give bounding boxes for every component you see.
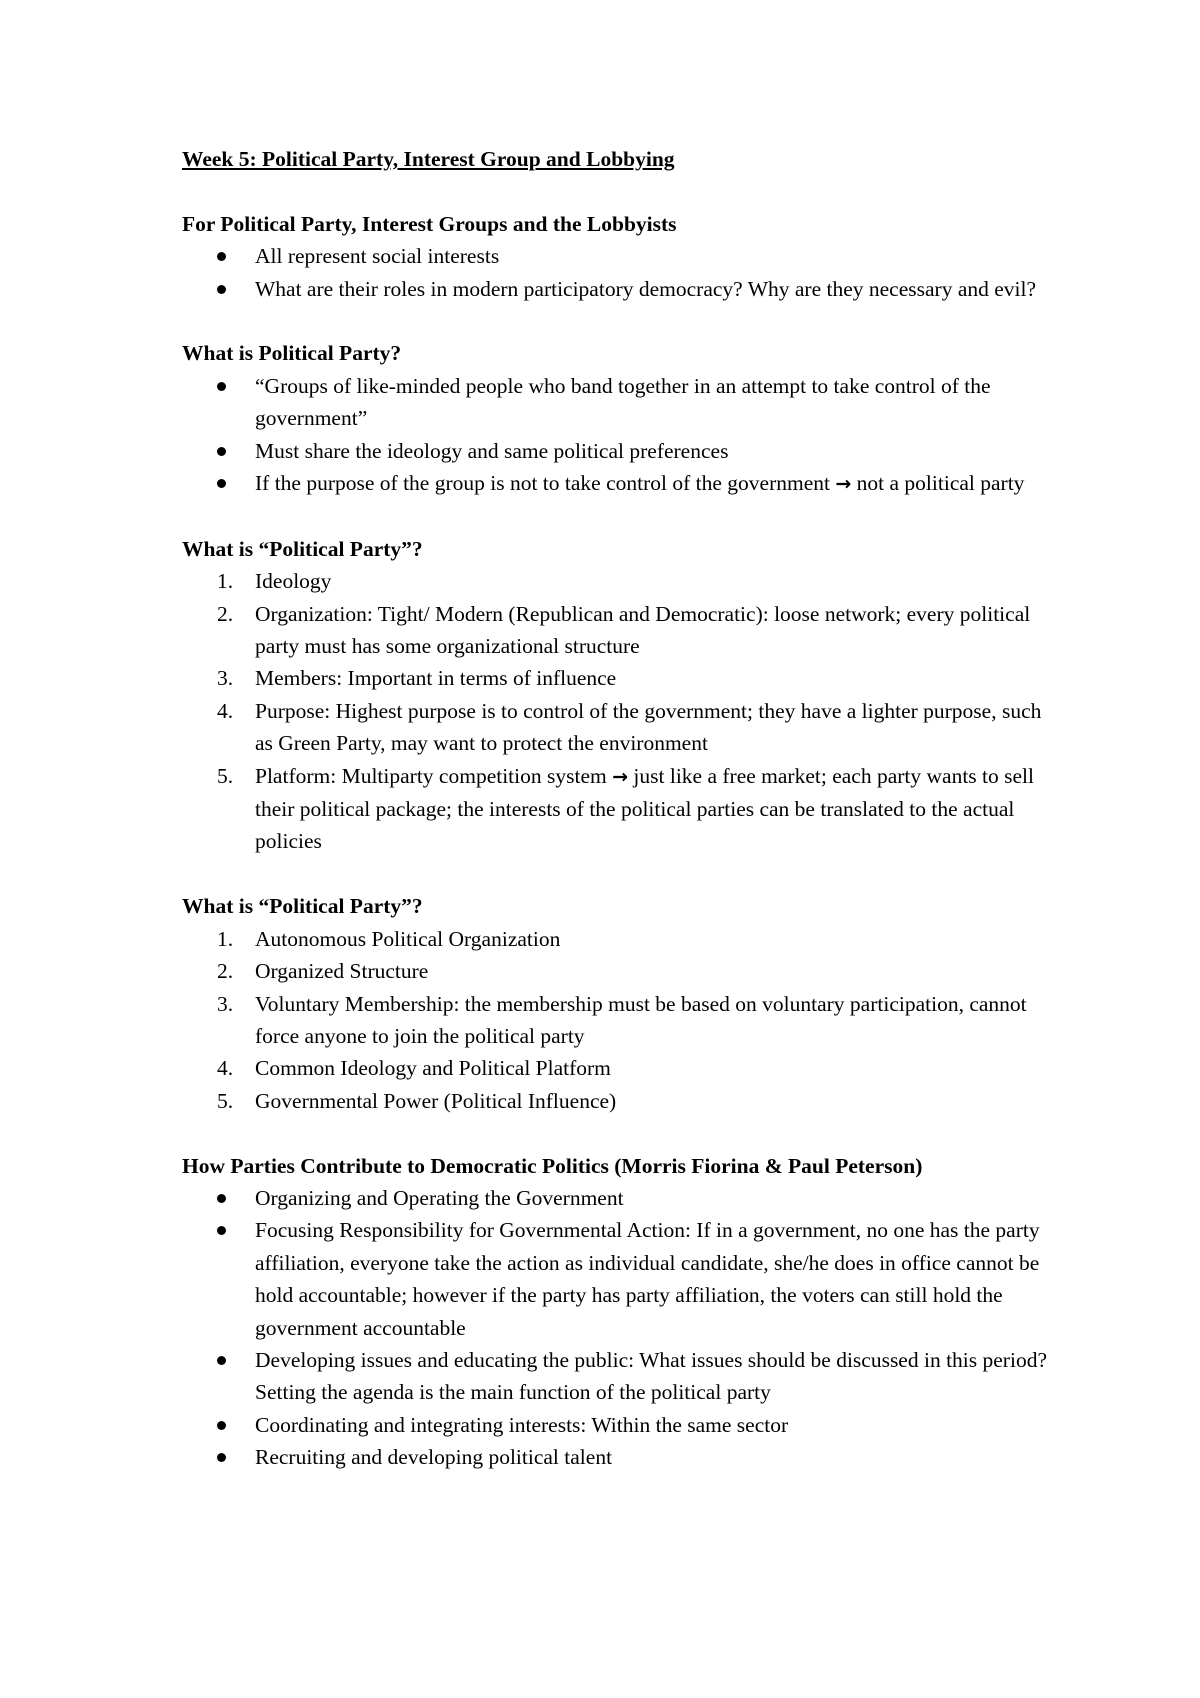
list-number: 1. bbox=[217, 926, 234, 951]
list-item-text: “Groups of like-minded people who band together in an attempt to take control of the government” bbox=[255, 373, 991, 431]
list-number: 1. bbox=[217, 569, 234, 594]
list-item-text: Autonomous Political Organization bbox=[255, 926, 561, 951]
list-item-text: Voluntary Membership: the membership must be based on voluntary participation, cannot force anyone to join the political party bbox=[255, 991, 1027, 1048]
bullet-icon bbox=[217, 382, 226, 391]
list-item bbox=[182, 988, 1050, 1053]
bullet-icon bbox=[217, 1194, 226, 1203]
list-item-text: Coordinating and integrating interests: Within the same sector bbox=[255, 1412, 789, 1437]
bullet-icon bbox=[217, 447, 226, 456]
list-item bbox=[182, 1052, 1050, 1084]
list-item bbox=[182, 1182, 1050, 1214]
list-number: 5. bbox=[217, 1088, 234, 1113]
list-item bbox=[182, 1214, 1050, 1344]
list-item bbox=[182, 662, 1050, 694]
list-item bbox=[182, 240, 1050, 272]
section-heading: How Parties Contribute to Democratic Politics (Morris Fiorina & Paul Peterson) bbox=[182, 1153, 923, 1178]
document-body bbox=[182, 208, 1050, 1474]
list-item bbox=[182, 565, 1050, 597]
bullet-icon bbox=[217, 1226, 226, 1235]
section-heading: What is Political Party? bbox=[182, 341, 402, 366]
list-item-text: Purpose: Highest purpose is to control of the government; they have a lighter purpose, such as Green Party, may want to protect the environment bbox=[255, 698, 1042, 756]
bullet-icon bbox=[217, 1421, 226, 1430]
numbered-list bbox=[182, 565, 1050, 858]
list-number: 2. bbox=[217, 959, 234, 984]
list-item bbox=[182, 695, 1050, 760]
numbered-list bbox=[182, 923, 1050, 1117]
list-item-text: Organizing and Operating the Government bbox=[255, 1185, 624, 1210]
list-item bbox=[182, 1441, 1050, 1473]
list-item bbox=[182, 598, 1050, 663]
list-item bbox=[182, 923, 1050, 955]
list-item bbox=[182, 760, 1050, 858]
list-item bbox=[182, 467, 1050, 500]
list-item bbox=[182, 273, 1050, 305]
list-item bbox=[182, 370, 1050, 435]
list-item-text: What are their roles in modern participatory democracy? Why are they necessary and evil? bbox=[255, 276, 1037, 301]
list-item-text: Must share the ideology and same political preferences bbox=[255, 438, 729, 463]
list-item-text: Governmental Power (Political Influence) bbox=[255, 1088, 617, 1113]
section-heading: What is “Political Party”? bbox=[182, 536, 423, 561]
list-item bbox=[182, 955, 1050, 987]
section-heading: What is “Political Party”? bbox=[182, 894, 423, 919]
list-item bbox=[182, 435, 1050, 467]
list-item-text: Developing issues and educating the public: What issues should be discussed in this period? Setting the agenda is the main function of the political party bbox=[255, 1347, 1047, 1405]
list-number: 4. bbox=[217, 1056, 234, 1081]
list-item-text: If the purpose of the group is not to take control of the government → not a political party bbox=[255, 471, 1025, 496]
bullet-list bbox=[182, 370, 1050, 501]
bullet-icon bbox=[217, 252, 226, 261]
list-item-text: Organization: Tight/ Modern (Republican and Democratic): loose network; every political party must has some organizational structure bbox=[255, 601, 1031, 659]
bullet-list bbox=[182, 1182, 1050, 1474]
list-item-text: Recruiting and developing political talent bbox=[255, 1445, 613, 1470]
arrow-right-icon: → bbox=[835, 473, 852, 496]
list-item-text: Organized Structure bbox=[255, 959, 429, 984]
list-item-text: Focusing Responsibility for Governmental Action: If in a government, no one has the party affiliation, everyone take the action as individual candidate, she/he does in office cannot be hold accountable; however if the party has party affiliation, the voters can still hold the government accountable bbox=[255, 1218, 1040, 1340]
list-item-text: All represent social interests bbox=[255, 244, 500, 269]
list-item-text: Common Ideology and Political Platform bbox=[255, 1056, 611, 1081]
list-number: 3. bbox=[217, 991, 234, 1016]
list-number: 3. bbox=[217, 666, 234, 691]
list-item bbox=[182, 1344, 1050, 1409]
list-item-text: Platform: Multiparty competition system → just like a free market; each party wants to sell their political package; the interests of the political parties can be translated to the actual policies bbox=[255, 763, 1034, 854]
list-number: 5. bbox=[217, 763, 234, 788]
bullet-list bbox=[182, 240, 1050, 305]
list-item-text: Ideology bbox=[255, 569, 332, 594]
bullet-icon bbox=[217, 285, 226, 294]
list-number: 2. bbox=[217, 601, 234, 626]
bullet-icon bbox=[217, 1356, 226, 1365]
arrow-right-icon: → bbox=[612, 765, 629, 788]
bullet-icon bbox=[217, 1453, 226, 1462]
section-heading: For Political Party, Interest Groups and the Lobbyists bbox=[182, 211, 677, 236]
list-item bbox=[182, 1409, 1050, 1441]
list-item bbox=[182, 1085, 1050, 1117]
bullet-icon bbox=[217, 479, 226, 488]
list-item-text: Members: Important in terms of influence bbox=[255, 666, 617, 691]
document-title: Week 5: Political Party, Interest Group and Lobbying bbox=[182, 147, 675, 171]
list-number: 4. bbox=[217, 698, 234, 723]
